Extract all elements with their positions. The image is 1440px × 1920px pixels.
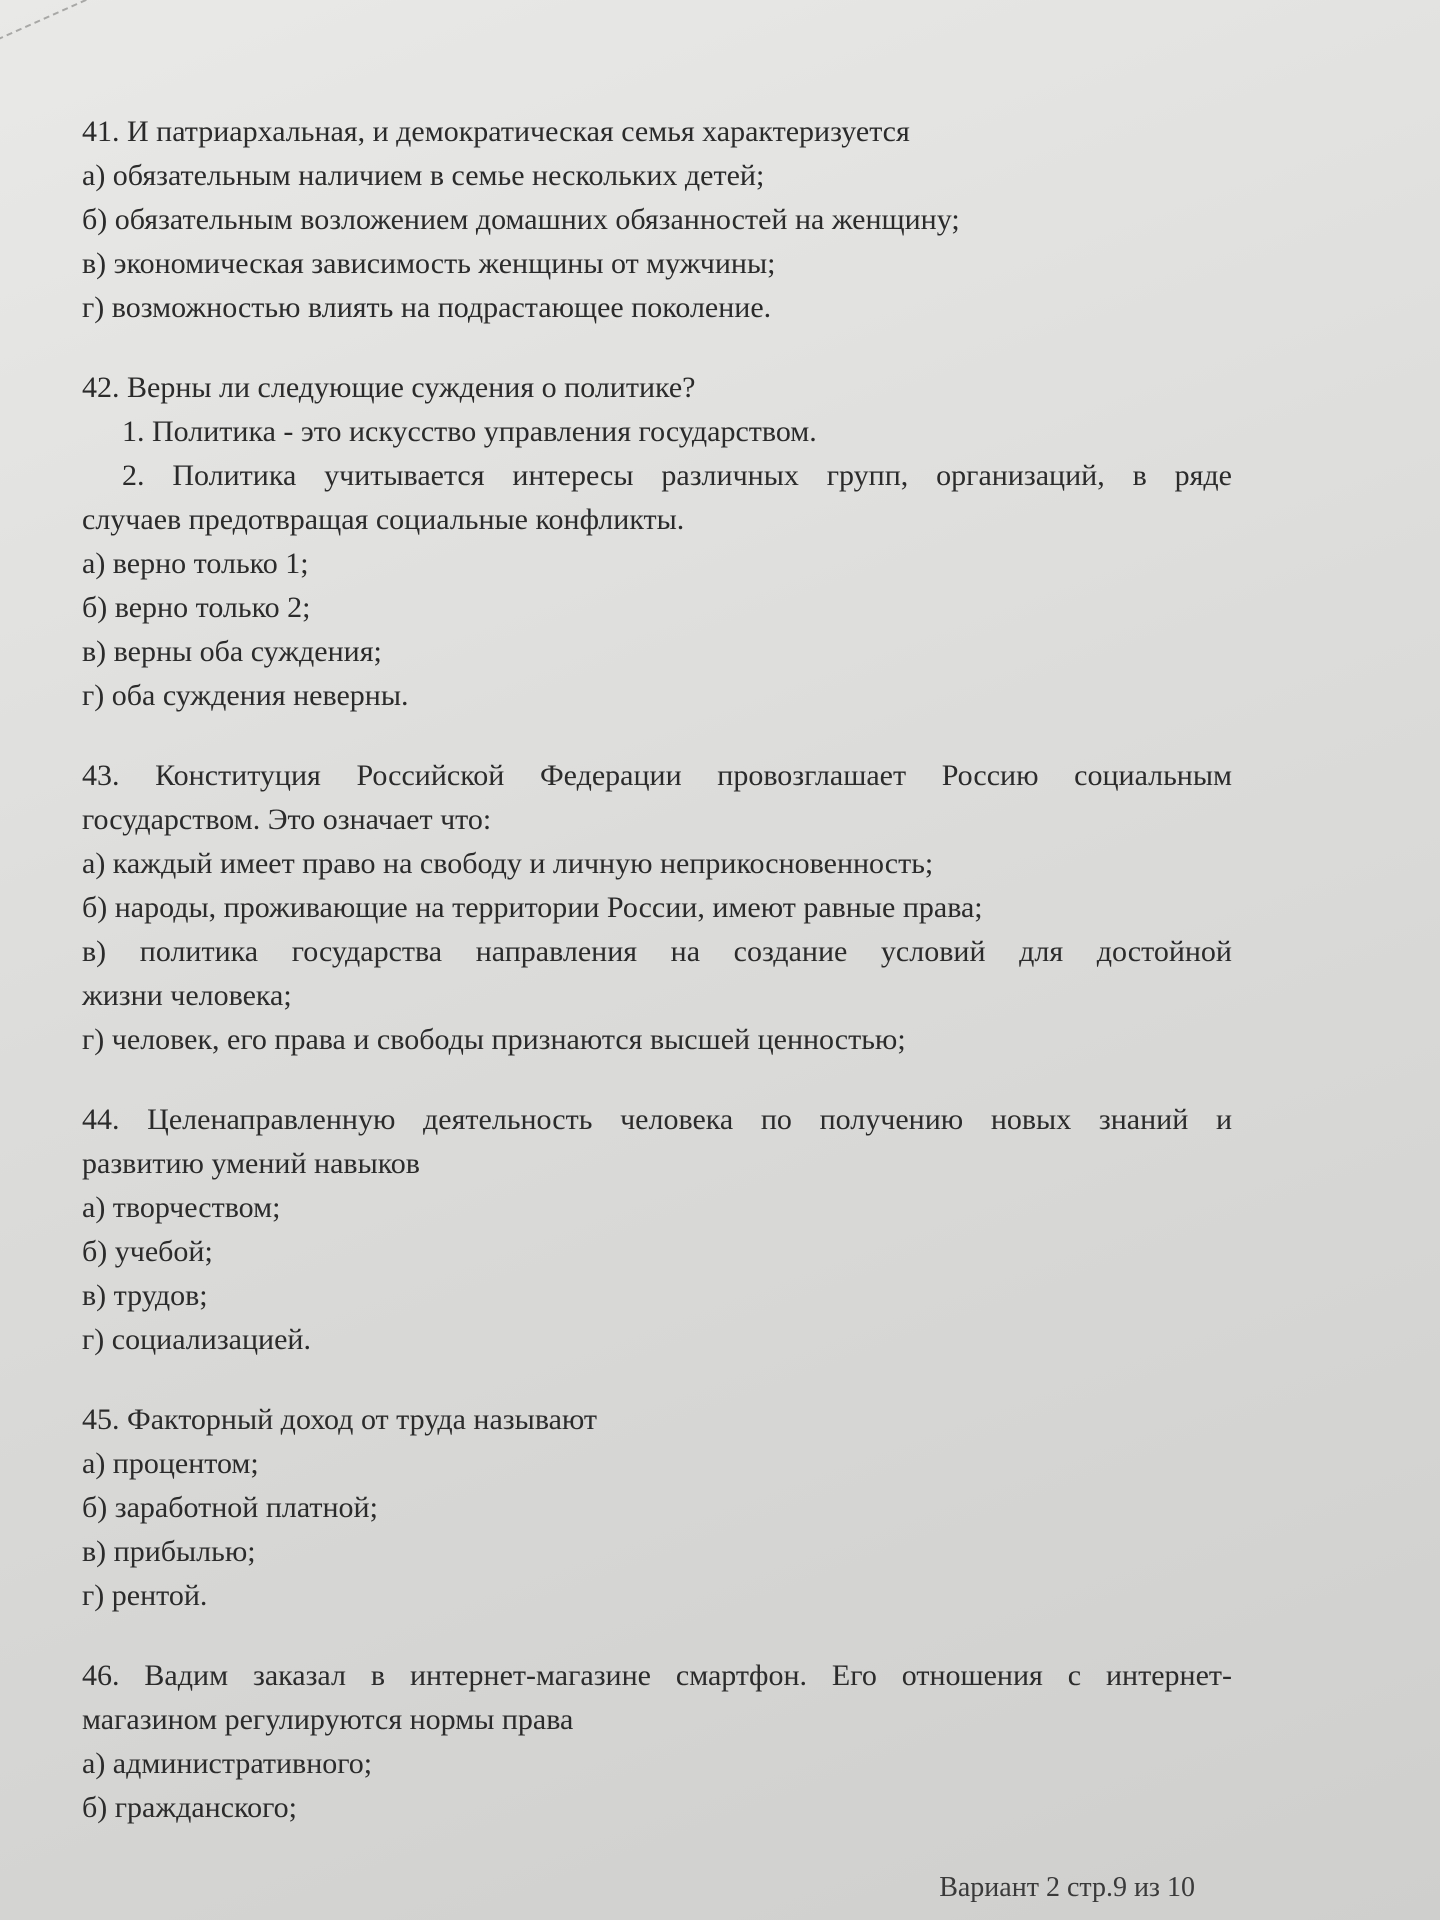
question-title-continuation: развитию умений навыков	[82, 1147, 420, 1180]
question-title: 46. Вадим заказал в интернет-магазине смартфон. Его отношения с интернет-	[82, 1659, 1232, 1692]
question-title: 42. Верны ли следующие суждения о политике?	[82, 371, 696, 404]
answer-option: г) оба суждения неверны.	[82, 679, 409, 712]
answer-option: б) учебой;	[82, 1235, 213, 1268]
answer-option: г) возможностью влиять на подрастающее поколение.	[82, 291, 772, 324]
answer-option: в) трудов;	[82, 1279, 208, 1312]
page-footer: Вариант 2 стр.9 из 10	[939, 1872, 1195, 1903]
question-title: 44. Целенаправленную деятельность человека по получению новых знаний и	[82, 1103, 1232, 1136]
answer-option: в) экономическая зависимость женщины от мужчины;	[82, 247, 776, 280]
question-43	[82, 754, 1232, 1062]
answer-option: в) верны оба суждения;	[82, 635, 382, 668]
question-title-continuation: магазином регулируются нормы права	[82, 1703, 574, 1736]
answer-option: г) человек, его права и свободы признаются высшей ценностью;	[82, 1023, 906, 1056]
answer-option: г) социализацией.	[82, 1323, 311, 1356]
question-title: 43. Конституция Российской Федерации провозглашает Россию социальным	[82, 759, 1232, 792]
answer-option: а) административного;	[82, 1747, 373, 1780]
question-44	[82, 1098, 1232, 1362]
answer-option: а) каждый имеет право на свободу и личную неприкосновенность;	[82, 847, 934, 880]
answer-option-continuation: жизни человека;	[82, 979, 292, 1012]
question-title: 41. И патриархальная, и демократическая семья характеризуется	[82, 115, 910, 148]
answer-option: а) обязательным наличием в семье нескольких детей;	[82, 159, 765, 192]
answer-option: а) верно только 1;	[82, 547, 309, 580]
answer-option: б) народы, проживающие на территории России, имеют равные права;	[82, 891, 983, 924]
question-46	[82, 1654, 1232, 1830]
answer-option: б) заработной платной;	[82, 1491, 378, 1524]
question-title: 45. Факторный доход от труда называют	[82, 1403, 598, 1436]
statement: 1. Политика - это искусство управления государством.	[122, 415, 817, 448]
answer-option: в) политика государства направления на создание условий для достойной	[82, 935, 1232, 968]
question-42	[82, 366, 1232, 718]
answer-option: г) рентой.	[82, 1579, 208, 1612]
page-content	[82, 110, 1232, 1866]
answer-option: б) верно только 2;	[82, 591, 311, 624]
question-41	[82, 110, 1232, 330]
answer-option: а) творчеством;	[82, 1191, 281, 1224]
answer-option: в) прибылью;	[82, 1535, 256, 1568]
question-45	[82, 1398, 1232, 1618]
statement: 2. Политика учитывается интересы различных групп, организаций, в ряде	[122, 459, 1232, 492]
answer-option: б) гражданского;	[82, 1791, 297, 1824]
answer-option: а) процентом;	[82, 1447, 259, 1480]
statement-continuation: случаев предотвращая социальные конфликты.	[82, 503, 685, 536]
fold-line	[0, 0, 235, 57]
answer-option: б) обязательным возложением домашних обязанностей на женщину;	[82, 203, 960, 236]
question-title-continuation: государством. Это означает что:	[82, 803, 492, 836]
